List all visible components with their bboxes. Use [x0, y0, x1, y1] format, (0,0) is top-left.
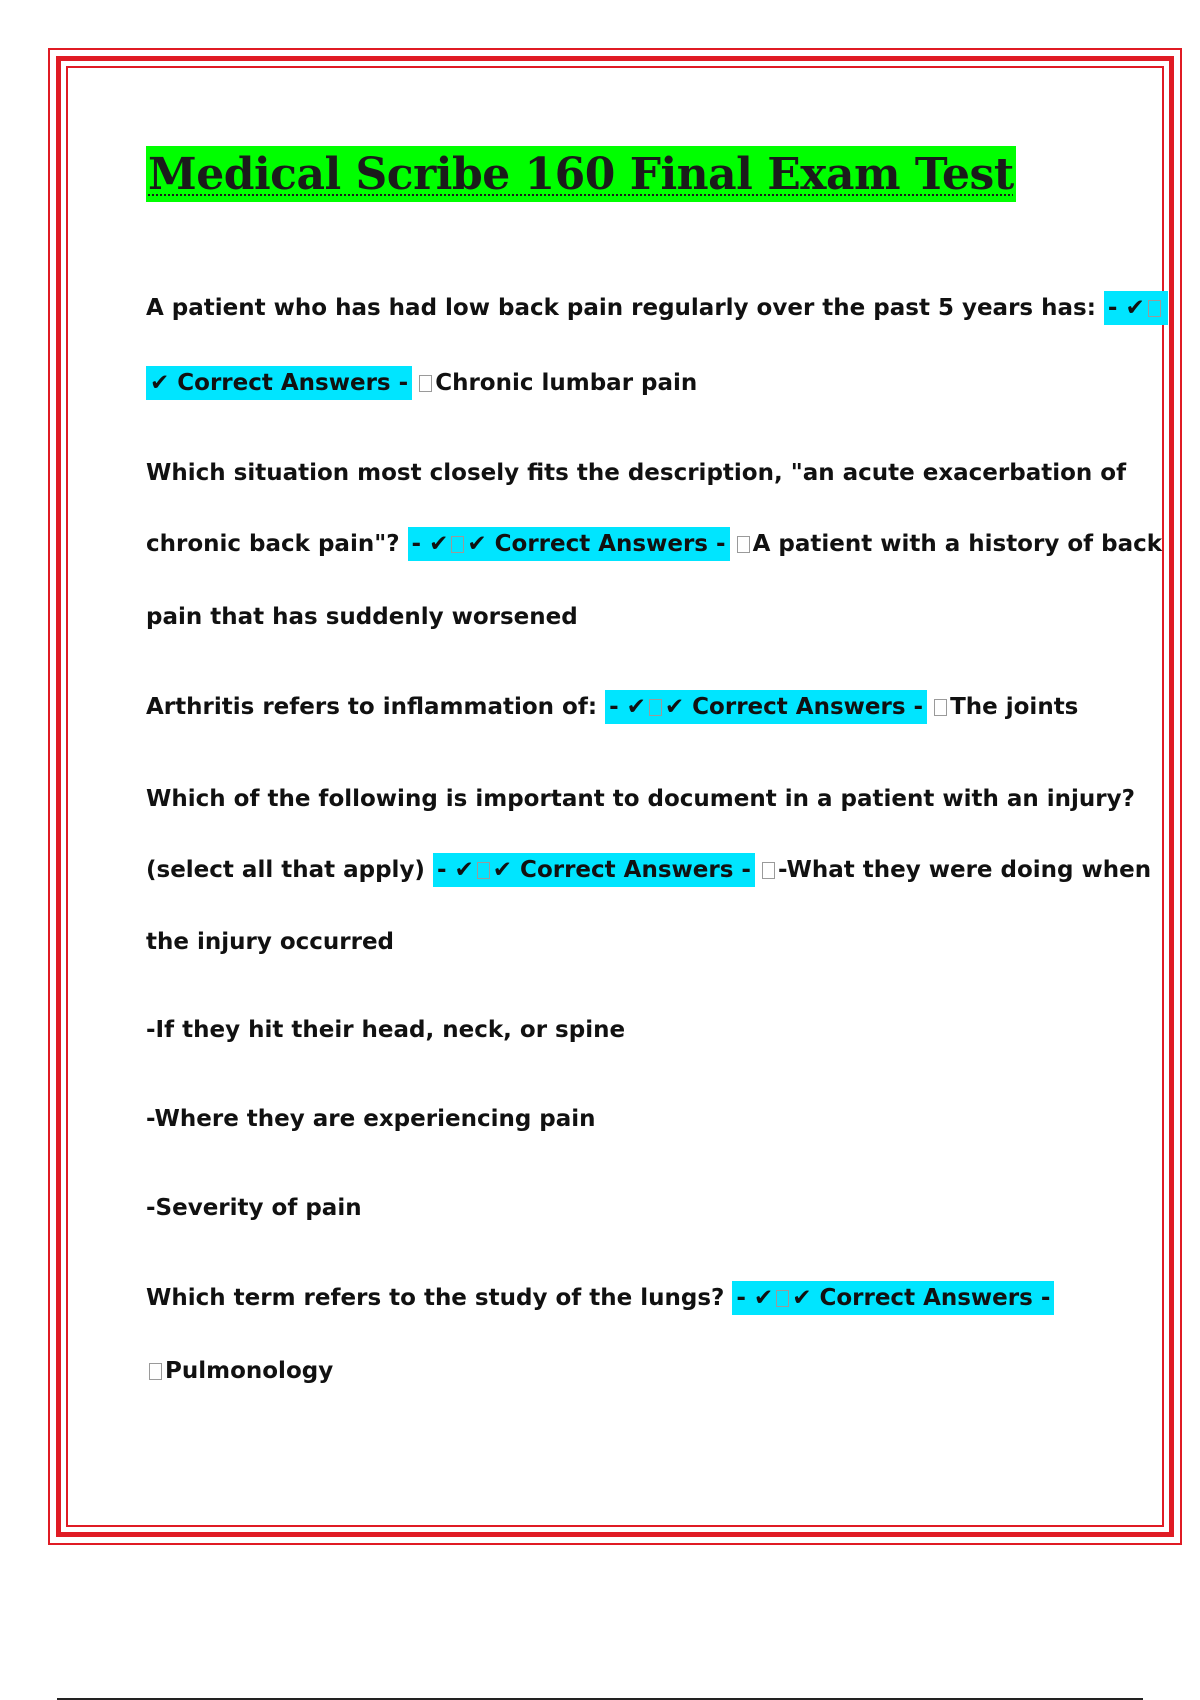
- question-5-answer-line: [146, 1353, 333, 1389]
- question-4-text: (select all that apply): [146, 857, 425, 883]
- question-1: [146, 290, 1172, 326]
- question-2-text: chronic back pain"?: [146, 531, 400, 557]
- question-2-answer-part-1: A patient with a history of back: [752, 531, 1163, 557]
- placeholder-box-icon: [737, 536, 750, 553]
- placeholder-box-icon: [451, 536, 464, 553]
- placeholder-box-icon: [934, 699, 947, 716]
- question-4-answer-part-1: -What they were doing when: [777, 857, 1152, 883]
- question-5-answer: Pulmonology: [165, 1358, 334, 1384]
- question-2-answer-part-2: pain that has suddenly worsened: [146, 604, 578, 630]
- placeholder-box-icon: [1148, 300, 1161, 317]
- correct-answers-marker: - ✔ ✔ Correct Answers -: [732, 1281, 1054, 1315]
- question-5-text: Which term refers to the study of the lungs?: [146, 1285, 725, 1311]
- question-1-answer-line: [146, 365, 697, 401]
- question-1-answer: Chronic lumbar pain: [435, 370, 698, 396]
- question-3: [146, 689, 1078, 725]
- placeholder-box-icon: [776, 1290, 789, 1307]
- question-4-line-2: [146, 852, 1151, 888]
- question-4-answer-item: -Severity of pain: [146, 1195, 362, 1221]
- placeholder-box-icon: [419, 375, 432, 392]
- correct-answers-marker: - ✔ ✔ Correct Answers -: [605, 690, 927, 724]
- correct-answers-marker: - ✔ ✔ Correct Answers -: [433, 853, 755, 887]
- question-4-answer-item: -If they hit their head, neck, or spine: [146, 1017, 626, 1043]
- correct-answers-marker: ✔ Correct Answers -: [146, 366, 412, 400]
- question-3-text: Arthritis refers to inflammation of:: [146, 694, 598, 720]
- question-3-answer: The joints: [950, 694, 1079, 720]
- question-2-line-1: Which situation most closely fits the description, "an acute exacerbation of: [146, 460, 1127, 486]
- question-1-text: A patient who has had low back pain regularly over the past 5 years has:: [146, 295, 1096, 321]
- correct-answers-marker: - ✔ ✔ Correct Answers -: [408, 527, 730, 561]
- question-1-marker-start: - ✔: [1104, 291, 1168, 325]
- question-4-answer-item: -Where they are experiencing pain: [146, 1106, 596, 1132]
- question-2-line-2: [146, 526, 1162, 562]
- placeholder-box-icon: [477, 862, 490, 879]
- document-title: Medical Scribe 160 Final Exam Test: [146, 146, 1016, 202]
- placeholder-box-icon: [762, 862, 775, 879]
- question-4-line-1: Which of the following is important to document in a patient with an injury?: [146, 786, 1135, 812]
- placeholder-box-icon: [149, 1363, 162, 1380]
- question-5: [146, 1280, 1058, 1316]
- placeholder-box-icon: [649, 699, 662, 716]
- question-4-answer-part-2: the injury occurred: [146, 929, 395, 955]
